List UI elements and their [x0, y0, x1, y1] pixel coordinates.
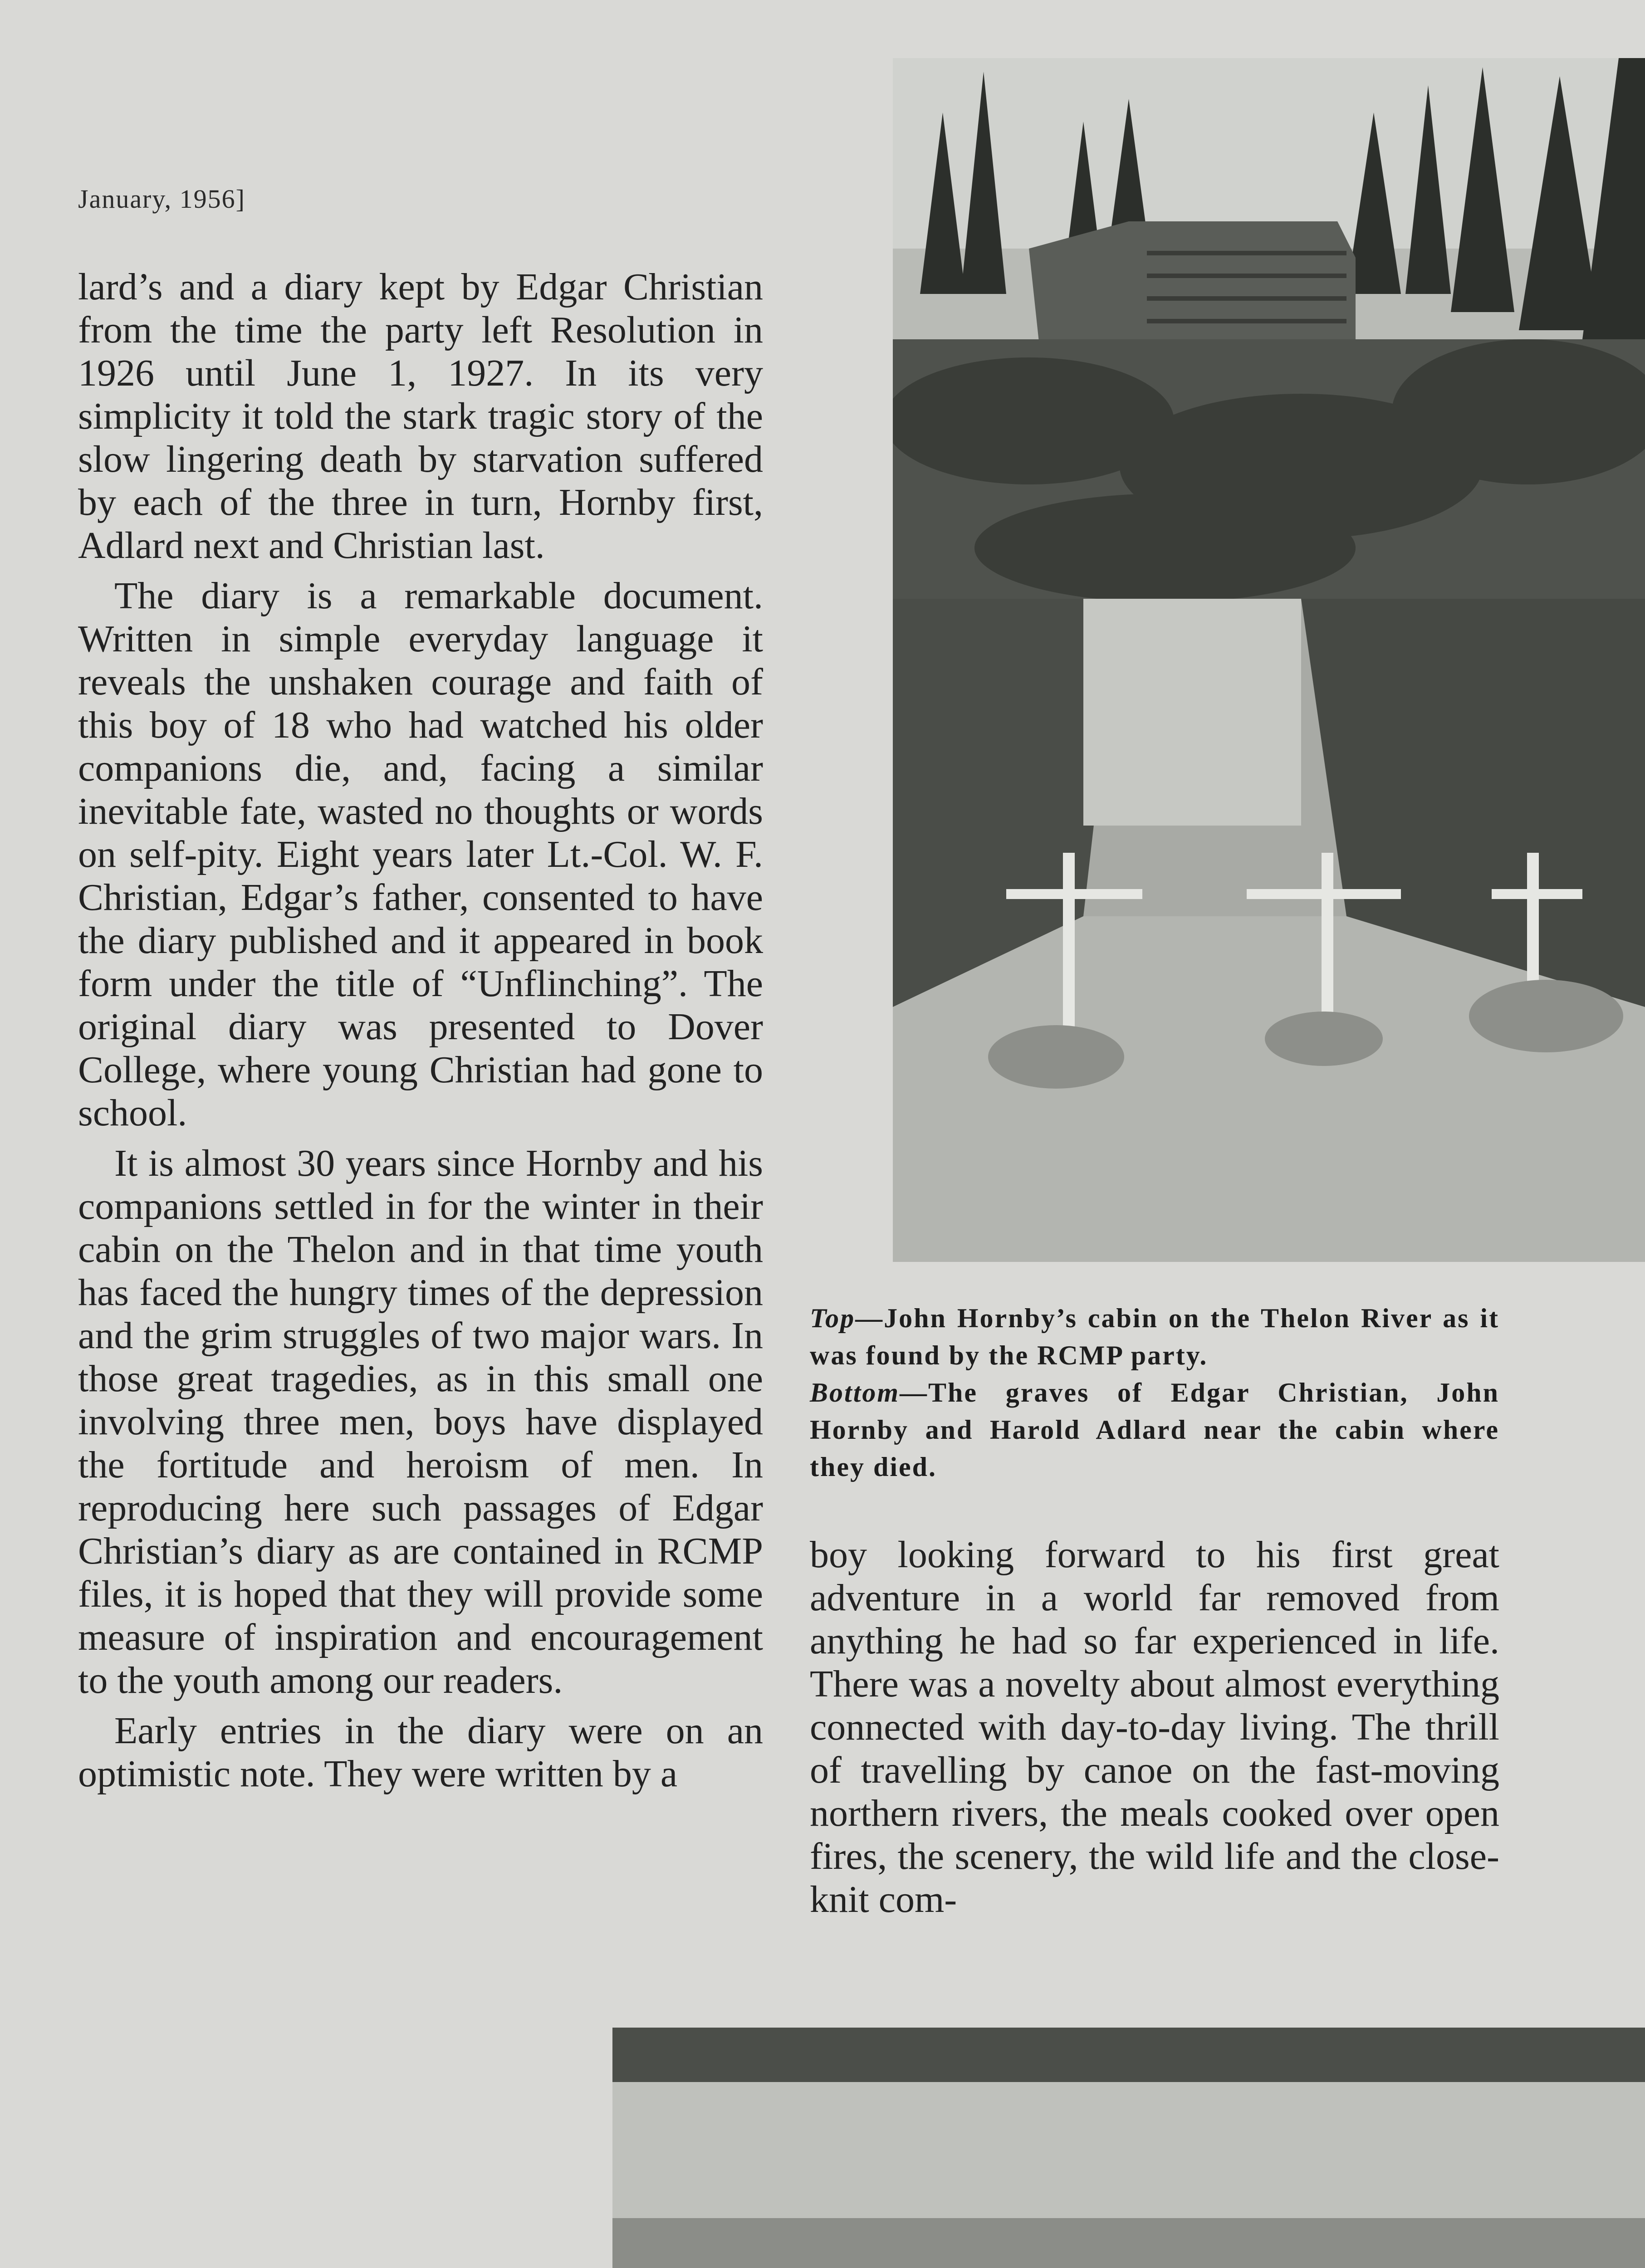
caribou-photo: [612, 2028, 1645, 2268]
graves-photo: [893, 599, 1645, 1262]
right-column: [810, 1533, 1499, 1928]
paragraph: boy looking forward to his first great adventure in a world far removed from anything he had so far experienced in life. There was a novelty about almost everything connected with day-to-day living. The thrill of travelling by canoe on the fast-moving northern rivers, the meals cooked over open fires, the scenery, the wild life and the close-knit com-: [810, 1534, 1499, 1921]
caption-label-top: Top: [810, 1303, 856, 1333]
paragraph: lard’s and a diary kept by Edgar Christian from the time the party left Resolution in 1926 until June 1, 1927. In its very simplicity it told the stark tragic story of the slow lingering death by starvation suffered by each of the three in turn, Hornby first, Adlard next and Christian last.: [78, 266, 763, 567]
photo-caption-top: [810, 1300, 1499, 1486]
paragraph: Early entries in the diary were on an optimistic note. They were written by a: [78, 1710, 763, 1795]
cabin-photo: [893, 58, 1645, 599]
running-header: January, 1956]: [78, 184, 245, 214]
left-column: [78, 265, 763, 1803]
paragraph: It is almost 30 years since Hornby and his companions settled in for the winter in their cabin on the Thelon and in that time youth has faced the hungry times of the depression and the grim struggles of two major wars. In those great tragedies, as in this small one involving three men, boys have displayed the fortitude and heroism of men. In reproducing here such passages of Edgar Christian’s diary as are contained in RCMP files, it is hoped that they will provide some measure of inspiration and encouragement to the youth among our readers.: [78, 1142, 763, 1701]
caption-label-bottom: Bottom: [810, 1378, 900, 1408]
caption-text-top: —John Hornby’s cabin on the Thelon River as it was found by the RCMP party.: [810, 1303, 1499, 1370]
paragraph: The diary is a remarkable document. Written in simple everyday language it reveals the unshaken courage and faith of this boy of 18 who had watched his older companions die, and, facing a similar inevitable fate, wasted no thoughts or words on self-pity. Eight years later Lt.-Col. W. F. Christian, Edgar’s father, consented to have the diary published and it appeared in book form under the title of “Unflinching”. The original diary was presented to Dover College, where young Christian had gone to school.: [78, 575, 763, 1134]
caption-text-bottom: —The graves of Edgar Christian, John Hornby and Harold Adlard near the cabin where they died.: [810, 1378, 1499, 1482]
